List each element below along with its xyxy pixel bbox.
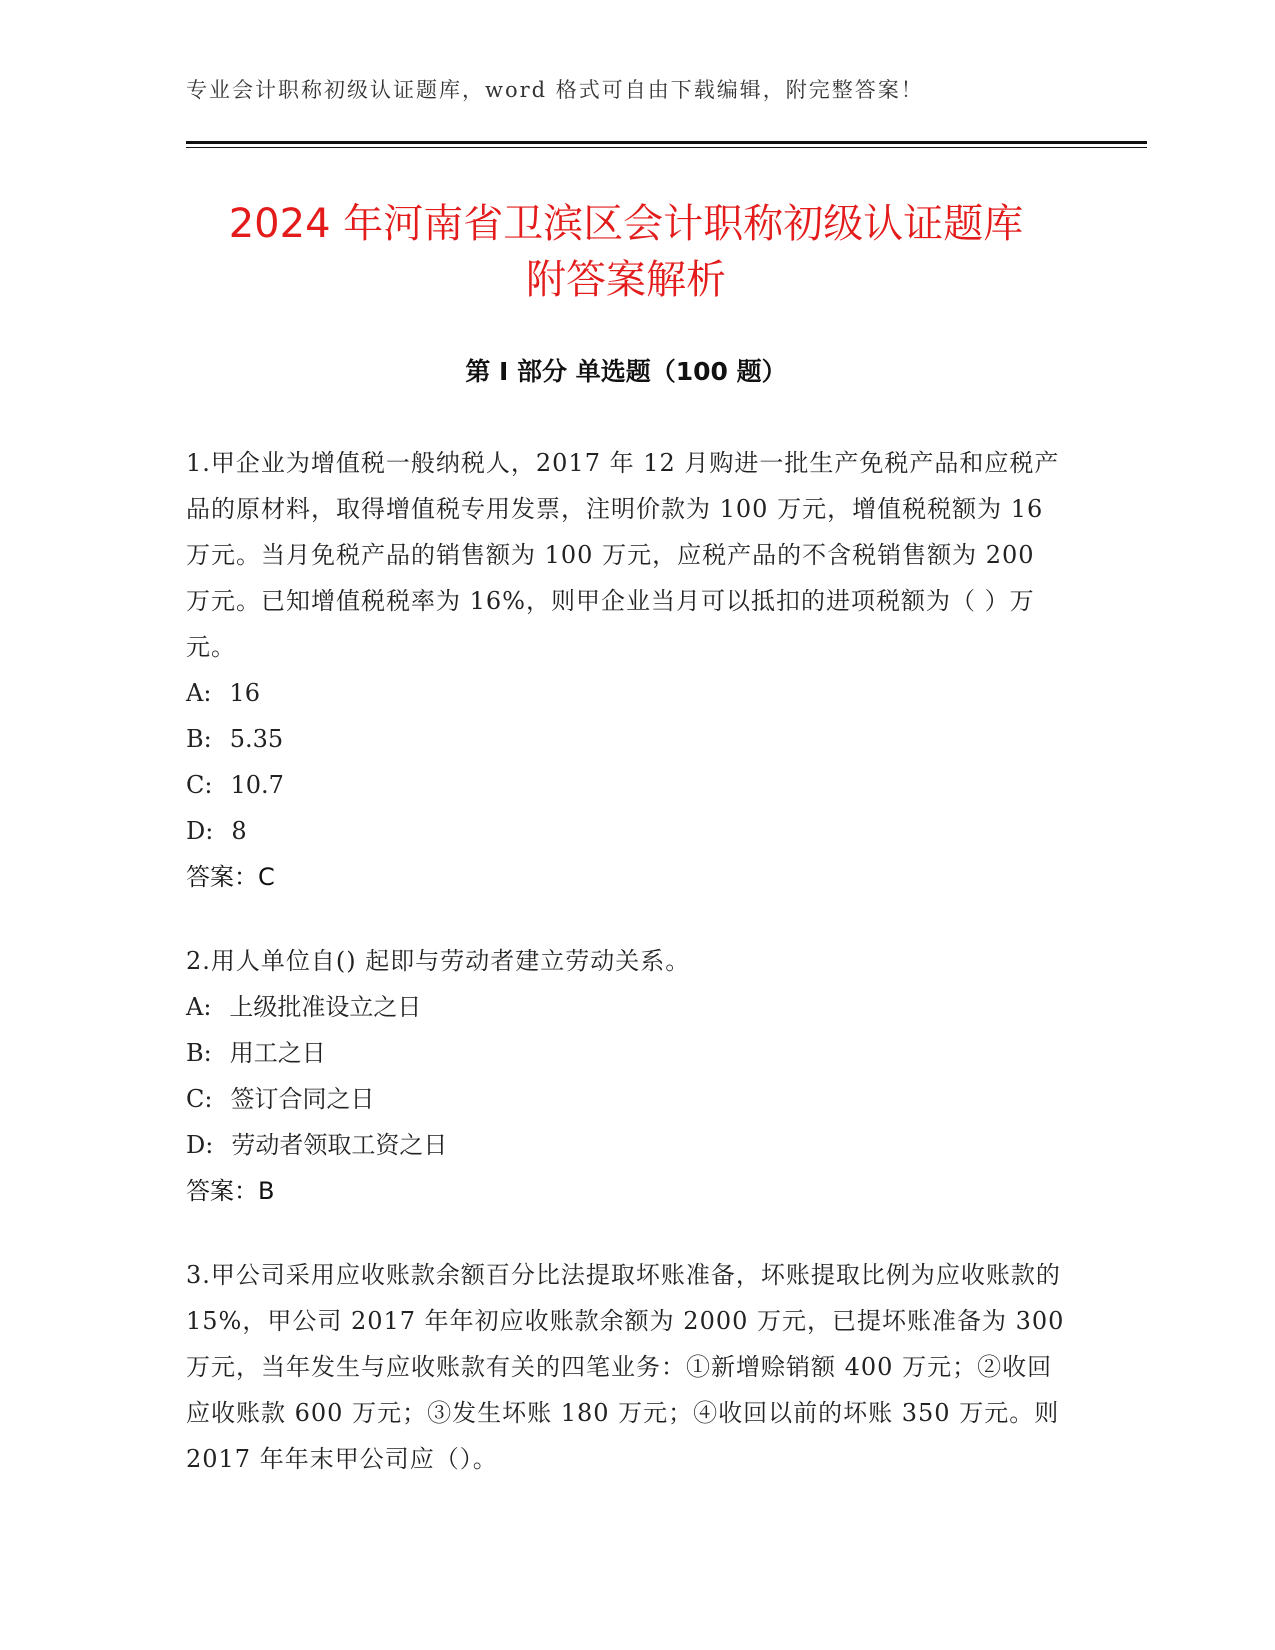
question-spacer xyxy=(186,900,1066,938)
question-spacer xyxy=(186,1214,1066,1252)
option-b xyxy=(186,716,1066,762)
option-c xyxy=(186,1076,1066,1122)
option-label: B: xyxy=(186,725,212,753)
question-list xyxy=(186,440,1066,1482)
option-label: B: xyxy=(186,1039,212,1067)
option-a xyxy=(186,670,1066,716)
option-label: D: xyxy=(186,1131,214,1159)
document-title xyxy=(186,196,1066,308)
header-rule-thick xyxy=(186,141,1147,144)
option-text: 5.35 xyxy=(229,725,284,753)
header-rule-thin xyxy=(186,147,1147,148)
option-label: A: xyxy=(186,993,212,1021)
answer: 答案：B xyxy=(186,1177,275,1205)
option-c xyxy=(186,762,1066,808)
option-d xyxy=(186,1122,1066,1168)
question-3 xyxy=(186,1252,1066,1482)
option-text: 劳动者领取工资之日 xyxy=(231,1131,448,1159)
question-stem: 3.甲公司采用应收账款余额百分比法提取坏账准备，坏账提取比例为应收账款的 15%，甲公司 2017 年年初应收账款余额为 2000 万元，已提坏账准备为 300 万元，当年发生与应收账款有关的四笔业务：①新增赊销额 400 万元；②收回应收账款 600 万元；③发生坏账 180 万元；④收回以前的坏账 350 万元。则 2017 年年末甲公司应（）。 xyxy=(186,1261,1065,1473)
option-text: 上级批准设立之日 xyxy=(229,993,422,1021)
title-line-1: 2024 年河南省卫滨区会计职称初级认证题库 xyxy=(228,201,1024,247)
option-text: 8 xyxy=(231,817,247,845)
question-stem: 2.用人单位自() 起即与劳动者建立劳动关系。 xyxy=(186,947,691,975)
question-1 xyxy=(186,440,1066,900)
option-text: 10.7 xyxy=(230,771,284,799)
option-text: 签订合同之日 xyxy=(230,1085,375,1113)
question-stem: 1.甲企业为增值税一般纳税人，2017 年 12 月购进一批生产免税产品和应税产品的原材料，取得增值税专用发票，注明价款为 100 万元，增值税税额为 16 万元。当月免税产品的销售额为 100 万元，应税产品的不含税销售额为 200 万元。已知增值税税率为 16%，则甲企业当月可以抵扣的进项税额为（ ）万元。 xyxy=(186,449,1060,661)
option-label: A: xyxy=(186,679,212,707)
option-label: C: xyxy=(186,771,213,799)
option-d xyxy=(186,808,1066,854)
header-note: 专业会计职称初级认证题库，word 格式可自由下载编辑，附完整答案！ xyxy=(186,78,924,102)
section-heading: 第 I 部分 单选题（100 题） xyxy=(465,357,787,386)
option-text: 用工之日 xyxy=(229,1039,326,1067)
option-label: C: xyxy=(186,1085,213,1113)
answer: 答案：C xyxy=(186,863,275,891)
question-2 xyxy=(186,938,1066,1214)
option-b xyxy=(186,1030,1066,1076)
title-line-2: 附答案解析 xyxy=(526,257,726,303)
option-text: 16 xyxy=(229,679,260,707)
option-a xyxy=(186,984,1066,1030)
option-label: D: xyxy=(186,817,214,845)
